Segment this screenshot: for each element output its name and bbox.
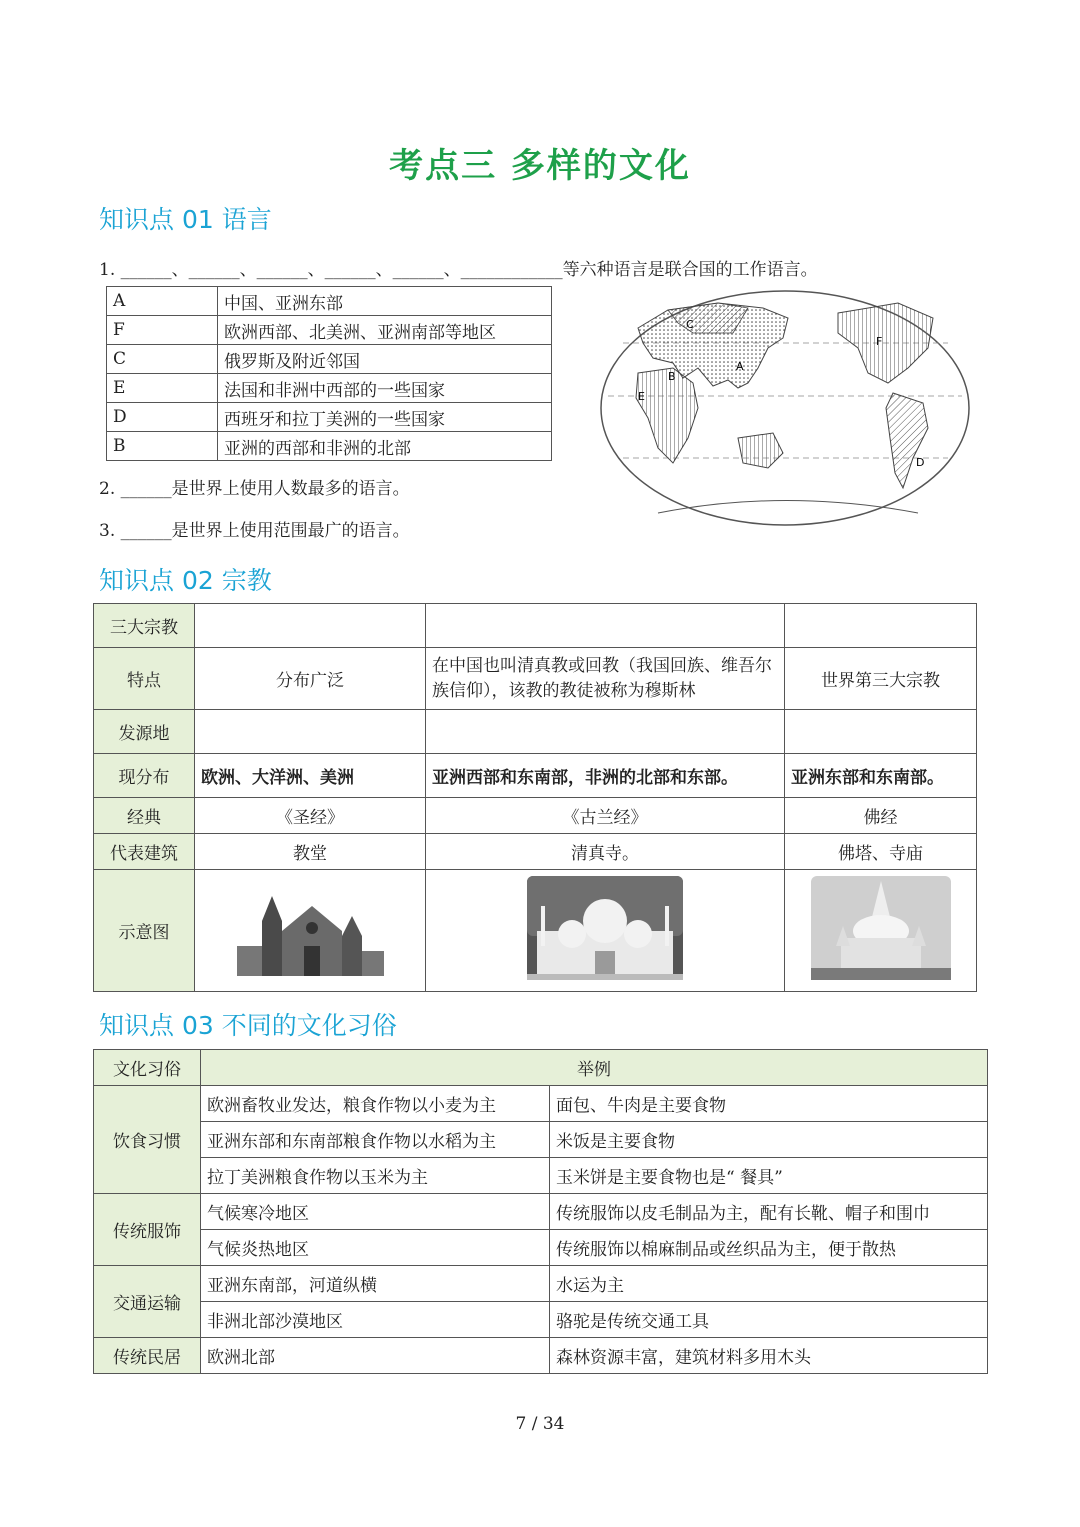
cell: 亚洲东南部，河道纵横 <box>201 1266 550 1302</box>
table-row <box>94 648 977 710</box>
table-row <box>94 1266 988 1302</box>
row-label: 经典 <box>94 798 195 834</box>
table-row <box>94 1086 988 1122</box>
table-row <box>94 604 977 648</box>
map-label-c: C <box>686 318 694 331</box>
row-label: 三大宗教 <box>94 604 195 648</box>
language-region: 西班牙和拉丁美洲的一些国家 <box>218 403 552 432</box>
cell: 玉米饼是主要食物也是“ 餐具” <box>550 1158 988 1194</box>
table-row <box>94 870 977 992</box>
cell: 佛塔、寺庙 <box>785 834 977 870</box>
cell: 传统服饰以棉麻制品或丝织品为主，便于散热 <box>550 1230 988 1266</box>
cell: 世界第三大宗教 <box>785 648 977 710</box>
group-label-transport: 交通运输 <box>94 1266 201 1338</box>
cell: 分布广泛 <box>195 648 426 710</box>
cell: 亚洲东部和东南部粮食作物以水稻为主 <box>201 1122 550 1158</box>
language-code: B <box>107 432 218 461</box>
cell: 《古兰经》 <box>426 798 785 834</box>
page-title: 考点三 多样的文化 <box>389 146 691 186</box>
map-label-d: D <box>916 456 925 469</box>
pagoda-image-cell <box>785 870 977 992</box>
cell: 气候炎热地区 <box>201 1230 550 1266</box>
cell <box>785 604 977 648</box>
table-row <box>107 287 552 316</box>
page-number: 7 / 34 <box>515 1414 565 1434</box>
map-label-b: B <box>668 370 676 383</box>
cell: 水运为主 <box>550 1266 988 1302</box>
map-label-e: E <box>638 390 645 403</box>
table-row <box>94 1302 988 1338</box>
cell: 米饭是主要食物 <box>550 1122 988 1158</box>
church-illustration <box>232 876 388 980</box>
table-row <box>107 374 552 403</box>
table-row <box>107 316 552 345</box>
table-row <box>94 1194 988 1230</box>
cell: 清真寺。 <box>426 834 785 870</box>
row-label: 示意图 <box>94 870 195 992</box>
map-label-a: A <box>736 360 744 373</box>
mosque-image-cell <box>426 870 785 992</box>
language-code: A <box>107 287 218 316</box>
cell: 在中国也叫清真教或回教（我国回族、维吾尔族信仰），该教的教徒被称为穆斯林 <box>426 648 785 710</box>
language-region: 俄罗斯及附近邻国 <box>218 345 552 374</box>
cell: 面包、牛肉是主要食物 <box>550 1086 988 1122</box>
table-row <box>107 403 552 432</box>
cell: 亚洲西部和东南部，非洲的北部和东部。 <box>426 754 785 798</box>
cell: 骆驼是传统交通工具 <box>550 1302 988 1338</box>
section-heading-customs: 知识点 03 不同的文化习俗 <box>99 1011 397 1040</box>
language-code: C <box>107 345 218 374</box>
language-region: 中国、亚洲东部 <box>218 287 552 316</box>
question-2: 2. ______是世界上使用人数最多的语言。 <box>99 479 410 499</box>
cell: 森林资源丰富，建筑材料多用木头 <box>550 1338 988 1374</box>
language-code: F <box>107 316 218 345</box>
table-row <box>94 1158 988 1194</box>
row-label: 发源地 <box>94 710 195 754</box>
table-row <box>94 754 977 798</box>
cell: 《圣经》 <box>195 798 426 834</box>
table-row <box>107 345 552 374</box>
row-label: 特点 <box>94 648 195 710</box>
cell: 非洲北部沙漠地区 <box>201 1302 550 1338</box>
mosque-illustration <box>527 876 683 980</box>
cell: 欧洲畜牧业发达，粮食作物以小麦为主 <box>201 1086 550 1122</box>
language-code: E <box>107 374 218 403</box>
religion-table <box>93 603 977 992</box>
table-row <box>94 798 977 834</box>
table-row <box>94 1230 988 1266</box>
cell <box>426 710 785 754</box>
cell: 亚洲东部和东南部。 <box>785 754 977 798</box>
language-table <box>106 286 552 461</box>
table-row <box>94 1050 988 1086</box>
language-region: 亚洲的西部和非洲的北部 <box>218 432 552 461</box>
group-label-dress: 传统服饰 <box>94 1194 201 1266</box>
row-label: 代表建筑 <box>94 834 195 870</box>
table-row <box>94 834 977 870</box>
section-heading-language: 知识点 01 语言 <box>99 205 272 234</box>
cell <box>195 710 426 754</box>
header-examples: 举例 <box>201 1050 988 1086</box>
table-row <box>94 1122 988 1158</box>
cell: 拉丁美洲粮食作物以玉米为主 <box>201 1158 550 1194</box>
group-label-housing: 传统民居 <box>94 1338 201 1374</box>
cell: 教堂 <box>195 834 426 870</box>
cell: 欧洲、大洋洲、美洲 <box>195 754 426 798</box>
question-1: 1. ______、______、______、______、______、____________等六种语言是联合国的工作语言。 <box>99 260 818 280</box>
language-region: 欧洲西部、北美洲、亚洲南部等地区 <box>218 316 552 345</box>
table-row <box>94 710 977 754</box>
map-label-f: F <box>876 335 883 348</box>
language-region: 法国和非洲中西部的一些国家 <box>218 374 552 403</box>
pagoda-illustration <box>811 876 951 980</box>
cell <box>785 710 977 754</box>
customs-table <box>93 1049 988 1374</box>
table-row <box>107 432 552 461</box>
table-row <box>94 1338 988 1374</box>
cell: 佛经 <box>785 798 977 834</box>
group-label-diet: 饮食习惯 <box>94 1086 201 1194</box>
cell <box>195 604 426 648</box>
world-language-map <box>598 288 972 528</box>
church-image-cell <box>195 870 426 992</box>
cell: 欧洲北部 <box>201 1338 550 1374</box>
cell: 传统服饰以皮毛制品为主，配有长靴、帽子和围巾 <box>550 1194 988 1230</box>
header-custom: 文化习俗 <box>94 1050 201 1086</box>
language-code: D <box>107 403 218 432</box>
row-label: 现分布 <box>94 754 195 798</box>
cell <box>426 604 785 648</box>
cell: 气候寒冷地区 <box>201 1194 550 1230</box>
section-heading-religion: 知识点 02 宗教 <box>99 566 272 595</box>
question-3: 3. ______是世界上使用范围最广的语言。 <box>99 521 410 541</box>
